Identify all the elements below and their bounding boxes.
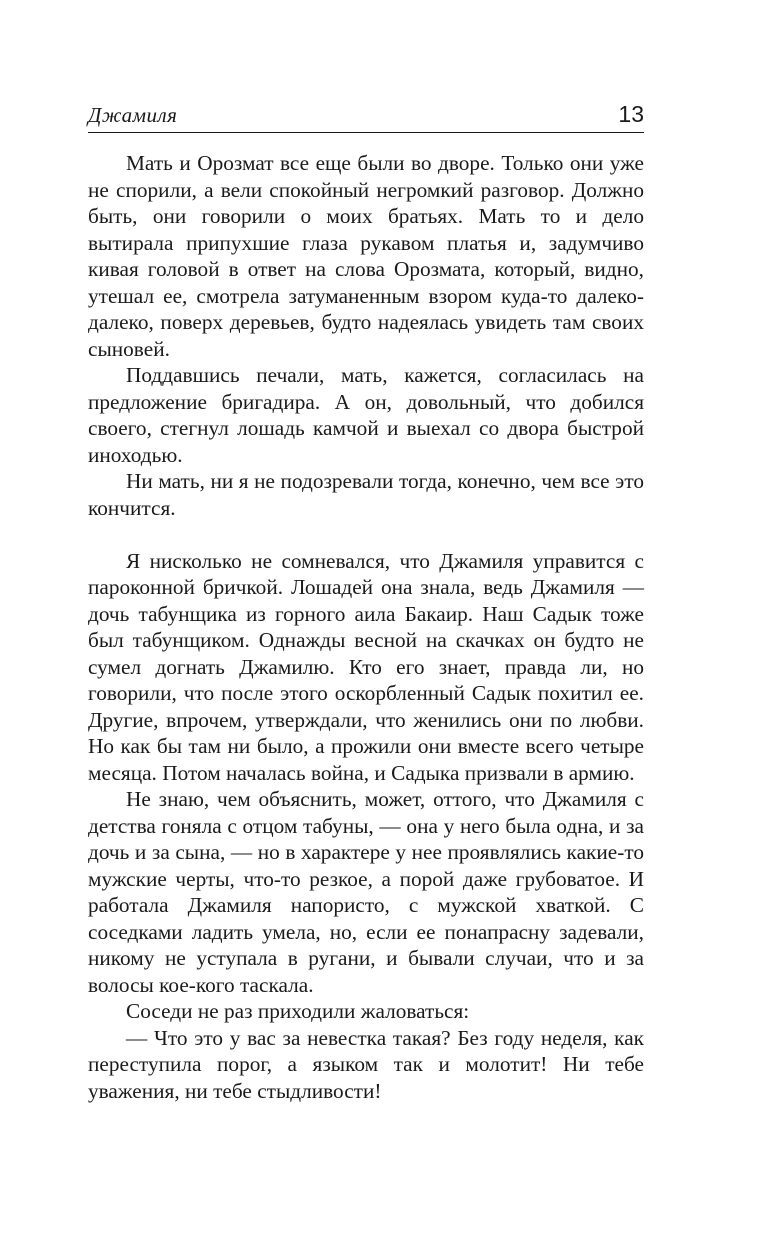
paragraph: Я нисколько не сомневался, что Джамиля управится с пароконной бричкой. Лошадей она знала, ведь Джамиля — дочь табунщика из горного аила Бакаир. Наш Садык тоже был табунщиком. Однажды весной на скачках он будто не сумел догнать Джамилю. Кто его знает, правда ли, но говорили, что после этого оскорбленный Садык похитил ее. Другие, впрочем, утверждали, что женились они по любви. Но как бы там ни было, а прожили они вместе всего четыре месяца. Потом началась война, и Садыка призвали в армию. [88, 548, 644, 785]
dialogue-paragraph: — Что это у вас за невестка такая? Без году неделя, как переступила порог, а языком так и молотит! Ни тебе уважения, ни тебе стыдливости! [88, 1025, 644, 1103]
body-text [88, 150, 644, 1104]
paragraph: Поддавшись печали, мать, кажется, согласилась на предложение бригадира. А он, довольный, что добился своего, стегнул лошадь камчой и выехал со двора быстрой иноходью. [88, 363, 644, 467]
paragraph: Соседи не раз приходили жаловаться: [126, 999, 470, 1023]
paragraph: Не знаю, чем объяснить, может, оттого, что Джамиля с детства гоняла с отцом табуны, — она у него была одна, и за дочь и за сына, — но в характере у нее проявлялись какие-то мужские черты, что-то резкое, а порой даже грубоватое. И работала Джамиля напористо, с мужской хваткой. С соседками ладить умела, но, если ее понапрасну задевали, никому не уступала в ругани, и бывали случаи, что и за волосы кое-кого таскала. [88, 787, 644, 997]
section-break [88, 521, 644, 548]
paragraph: Ни мать, ни я не подозревали тогда, конечно, чем все это кончится. [88, 469, 644, 520]
running-title: Джамиля [88, 103, 178, 127]
book-page [88, 96, 644, 1104]
page-number: 13 [618, 101, 644, 127]
paragraph: Мать и Орозмат все еще были во дворе. Только они уже не спорили, а вели спокойный негромкий разговор. Должно быть, они говорили о моих братьях. Мать то и дело вытирала припухшие глаза рукавом платья и, задумчиво кивая головой в ответ на слова Орозмата, который, видно, утешал ее, смотрела затуманенным взором куда-то далеко-далеко, поверх деревьев, будто надеялась увидеть там своих сыновей. [88, 151, 644, 361]
running-head [88, 96, 644, 133]
